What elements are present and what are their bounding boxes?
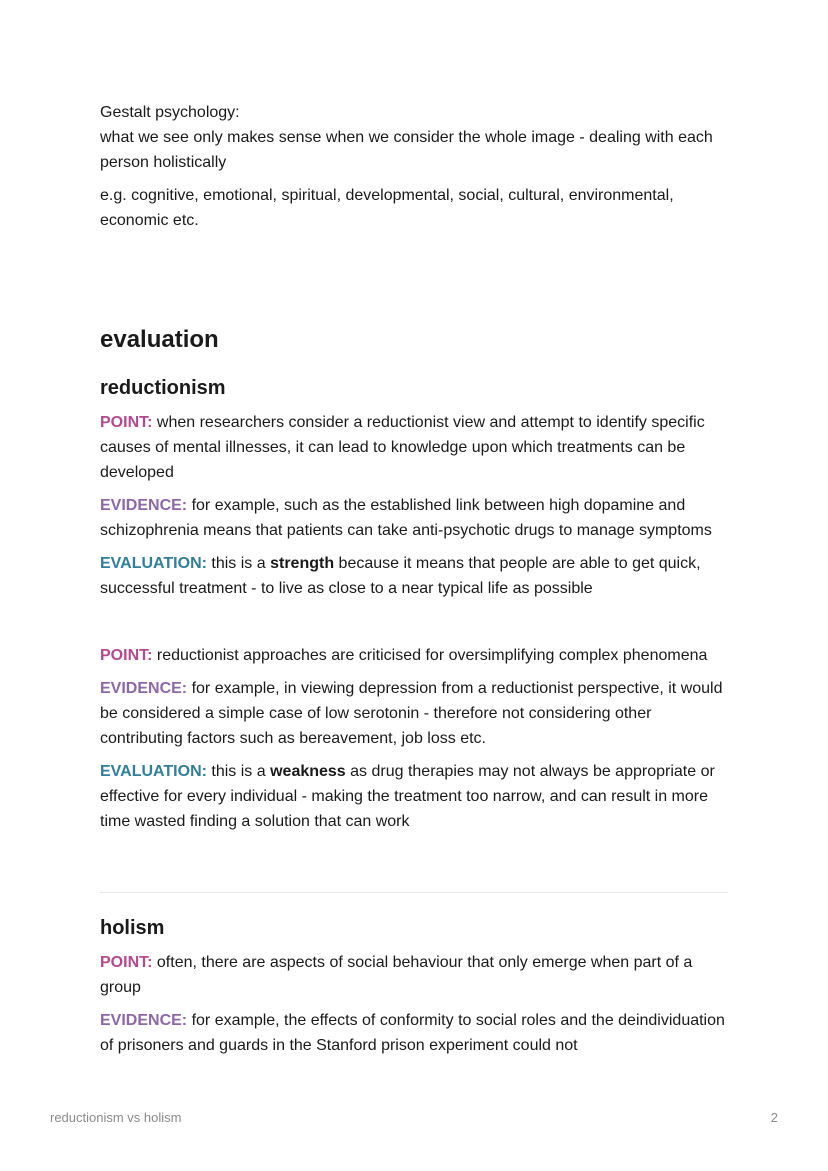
evaluation-label: EVALUATION: [100,555,207,572]
evaluation-text-pre: this is a [206,763,271,780]
evaluation-label: EVALUATION: [100,763,207,780]
reductionism-evidence-2 [100,676,730,751]
footer-page-number: 2 [770,1110,778,1125]
evaluation-text-post: because it means that people are able to get quick, successful treatment - to live as close to a near typical life as possible [100,555,701,597]
evaluation-strength: strength [270,555,335,572]
reductionism-point-2 [100,643,730,668]
point-text: reductionist approaches are criticised for oversimplifying complex phenomena [152,647,708,664]
reductionism-evidence-1 [100,493,730,543]
reductionism-heading: reductionism [100,377,226,399]
intro-definition: what we see only makes sense when we consider the whole image - dealing with each person holistically [100,129,713,171]
evaluation-text-post: as drug therapies may not always be appropriate or effective for every individual - making the treatment too narrow, and can result in more time wasted finding a solution that can work [100,763,715,830]
evidence-text: for example, the effects of conformity to social roles and the deindividuation of prisoners and guards in the Stanford prison experiment could not [100,1012,725,1054]
evaluation-heading: evaluation [100,326,219,353]
intro-block [100,100,728,233]
intro-examples: e.g. cognitive, emotional, spiritual, developmental, social, cultural, environmental, economic etc. [100,187,674,229]
point-label: POINT: [100,954,153,971]
reductionism-point-1 [100,410,730,485]
holism-heading: holism [100,917,165,939]
holism-section [100,914,730,1058]
evidence-text: for example, such as the established link between high dopamine and schizophrenia means that patients can take anti-psychotic drugs to manage symptoms [100,497,712,539]
point-text: when researchers consider a reductionist view and attempt to identify specific causes of mental illnesses, it can lead to knowledge upon which treatments can be developed [100,414,705,481]
evidence-text: for example, in viewing depression from a reductionist perspective, it would be considered a simple case of low serotonin - therefore not considering other contributing factors such as bereavement, job loss etc. [100,680,723,747]
reductionism-evaluation-2 [100,759,730,834]
evidence-label: EVIDENCE: [100,680,188,697]
footer-document-title: reductionism vs holism [50,1110,182,1125]
evidence-label: EVIDENCE: [100,1012,188,1029]
evidence-label: EVIDENCE: [100,497,188,514]
holism-evidence-1 [100,1008,730,1058]
reductionism-evaluation-1 [100,551,730,601]
holism-point-1 [100,950,730,1000]
point-label: POINT: [100,647,153,664]
evaluation-weakness: weakness [270,763,346,780]
point-label: POINT: [100,414,153,431]
intro-title: Gestalt psychology: [100,104,240,121]
point-text: often, there are aspects of social behaviour that only emerge when part of a group [100,954,693,996]
reductionism-section [100,374,730,834]
section-divider [100,892,728,893]
evaluation-text-pre: this is a [206,555,271,572]
